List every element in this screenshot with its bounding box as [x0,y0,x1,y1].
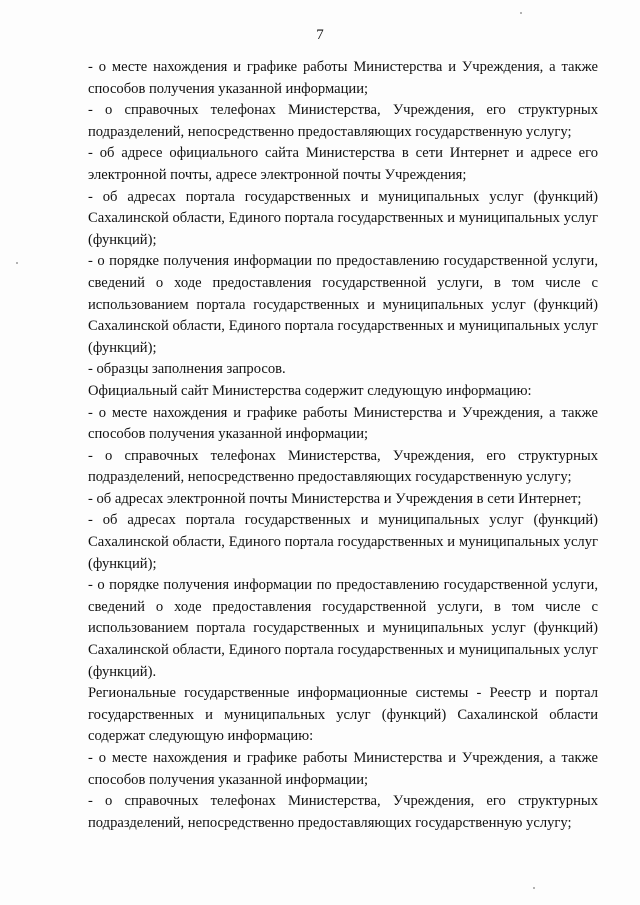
paragraph: - о месте нахождения и графике работы Министерства и Учреждения, а также способов получения указанной информации; [88,404,598,443]
scan-speck [16,262,18,264]
paragraph: - об адресах портала государственных и муниципальных услуг (функций) Сахалинской области, Единого портала государственных и муниципальных услуг (функций); [88,188,598,248]
paragraph: - о справочных телефонах Министерства, Учреждения, его структурных подразделений, непосредственно предоставляющих государственную услугу; [88,793,598,831]
paragraph: - о справочных телефонах Министерства, Учреждения, его структурных подразделений, непосредственно предоставляющих государственную услугу; [88,447,598,486]
document-body [88,57,598,834]
paragraph: Региональные государственные информационные системы - Реестр и портал государственных и муниципальных услуг (функций) Сахалинской области содержат следующую информацию: [88,685,598,745]
paragraph: - образцы заполнения запросов. [88,361,286,378]
paragraph: - о месте нахождения и графике работы Министерства и Учреждения, а также способов получения указанной информации; [88,59,598,97]
paragraph: - об адресах электронной почты Министерства и Учреждения в сети Интернет; [88,490,582,507]
paragraph: - об адресе официального сайта Министерства в сети Интернет и адресе его электронной почты, адресе электронной почты Учреждения; [88,145,598,183]
scan-speck [520,12,522,14]
page-number: 7 [316,27,324,43]
paragraph: - об адресах портала государственных и муниципальных услуг (функций) Сахалинской области, Единого портала государственных и муниципальных услуг (функций); [88,512,598,572]
paragraph: - о порядке получения информации по предоставлению государственной услуги, сведений о ходе предоставления государственной услуги, в том числе с использованием портала государственных и муниципальных услуг (функций) Сахалинской области, Единого портала государственных и муниципальных услуг (функций); [88,253,598,356]
paragraph: Официальный сайт Министерства содержит следующую информацию: [88,382,532,399]
paragraph: - о справочных телефонах Министерства, Учреждения, его структурных подразделений, непосредственно предоставляющих государственную услугу; [88,102,598,140]
paragraph: - о месте нахождения и графике работы Министерства и Учреждения, а также способов получения указанной информации; [88,750,598,788]
scan-speck [533,887,535,889]
paragraph: - о порядке получения информации по предоставлению государственной услуги, сведений о ходе предоставления государственной услуги, в том числе с использованием портала государственных и муниципальных услуг (функций) Сахалинской области, Единого портала государственных и муниципальных услуг (функций). [88,577,598,680]
